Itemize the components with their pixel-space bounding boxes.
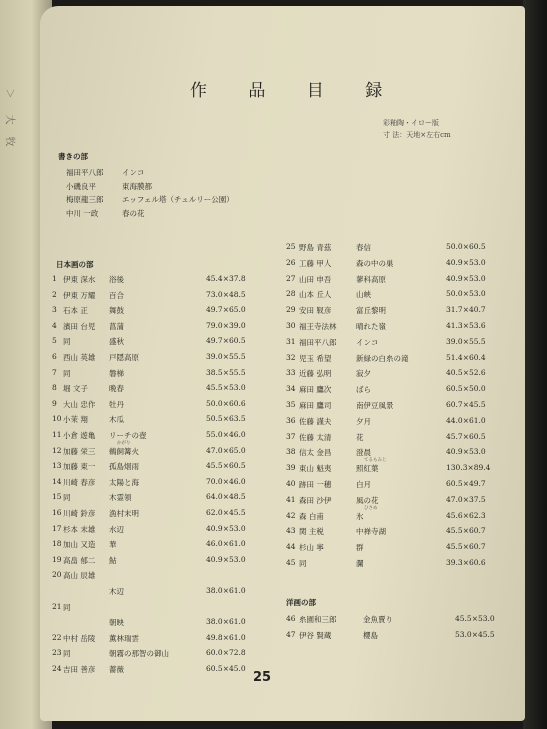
artist-name: 福田平八郎 [299, 337, 337, 347]
entry-number: 28 [286, 289, 296, 299]
artist-name: 杉本 末雄 [63, 524, 96, 534]
artist-name: 跡田 一穂 [299, 480, 332, 489]
work-size: 60.0×72.8 [206, 648, 246, 658]
artist-name: 伊谷 賢蔵 [299, 631, 332, 640]
work-title: 菖蒲 [109, 321, 124, 331]
work-title: 木瓜 [109, 415, 124, 425]
artist-name: 糸園和三郎 [299, 615, 337, 624]
entry-number: 4 [52, 320, 57, 330]
entry-number: 12 [52, 445, 62, 455]
entry-number: 6 [52, 352, 57, 361]
work-title: 薫林瑞雲 [109, 633, 139, 643]
facing-page-mark: 牧 [3, 136, 15, 147]
artist-name: 吉田 善彦 [63, 665, 96, 674]
artist-name: 西山 英雄 [63, 353, 96, 362]
work-size: 40.9×53.0 [206, 554, 246, 564]
ruby-reading: てるもみじ [364, 458, 387, 464]
work-size: 38.0×61.0 [206, 617, 246, 627]
work-size: 47.0×37.5 [446, 494, 486, 504]
work-size: 40.9×53.0 [206, 523, 246, 533]
work-title: 鮎 [109, 555, 117, 565]
entry-number: 14 [52, 476, 62, 486]
artist-name: 山田 申吾 [299, 274, 332, 284]
work-size: 47.0×65.0 [206, 445, 246, 455]
work-title: 白月 [356, 480, 371, 489]
work-title: 戸隠高原 [109, 353, 139, 362]
work-size: 60.5×49.7 [446, 479, 486, 488]
work-title: 舞鼓 [109, 306, 124, 316]
artist-name: 安田 靫彦 [299, 306, 332, 316]
work-title: 漁村末明 [109, 509, 139, 518]
artist-name: 中川 一政 [66, 208, 99, 218]
work-title: 蓼科高原 [356, 274, 386, 284]
artist-name: 石本 正 [63, 306, 88, 316]
work-title: 盛秋 [109, 337, 124, 347]
artist-name: 東山 魁夷 [299, 464, 332, 474]
work-title: 風の花 [356, 495, 379, 505]
catalog-page [40, 6, 525, 721]
entry-number: 3 [52, 305, 57, 315]
section-heading-yoga: 洋画の部 [286, 598, 316, 607]
artist-name: 佐藤 謹夫 [299, 416, 332, 426]
work-size: 60.5×50.0 [446, 384, 486, 394]
entry-number: 9 [52, 398, 57, 408]
entry-number: 22 [52, 632, 62, 642]
work-title: 夕月 [356, 416, 371, 426]
entry-number: 18 [52, 539, 62, 549]
artist-name: 高畠 郁二 [63, 555, 96, 565]
ruby-reading: かがり [117, 440, 131, 446]
work-title: 百合 [109, 290, 124, 300]
work-title: 華 [109, 540, 117, 550]
artist-name: 小倉 遊亀 [63, 431, 96, 440]
work-title: 晩春 [109, 384, 124, 394]
work-title: 瀾 [356, 559, 364, 568]
size-note: 寸 法：天地×左右cm [383, 131, 451, 139]
work-size: 31.7×40.7 [446, 305, 486, 315]
work-title: 太陽と海 [109, 477, 139, 487]
work-size: 49.7×60.5 [206, 336, 246, 346]
work-size: 39.3×60.6 [446, 558, 486, 567]
artist-name: 堀 文子 [63, 384, 88, 394]
entry-number: 46 [286, 614, 296, 623]
entry-number: 1 [52, 274, 57, 283]
work-size: 41.3×53.6 [446, 321, 486, 330]
work-size: 60.7×45.5 [446, 400, 486, 409]
work-title: 春信 [356, 243, 371, 252]
entry-number: 47 [286, 630, 296, 639]
ruby-reading: ひさめ [364, 505, 378, 511]
work-title: リーチの壺 [109, 431, 147, 440]
entry-number: 19 [52, 554, 62, 564]
artist-name: 同 [63, 649, 71, 659]
artist-name: 佐藤 太清 [299, 432, 332, 442]
entry-number: 5 [52, 336, 57, 346]
artist-name: 加山 又造 [63, 540, 96, 550]
artist-name: 麻田 鷹司 [299, 401, 332, 410]
entry-number: 29 [286, 305, 296, 315]
work-title: 櫻島 [363, 631, 378, 640]
artist-name: 大山 忠作 [63, 399, 96, 409]
artist-name: 森 白甫 [299, 511, 324, 521]
entry-number: 36 [286, 415, 296, 425]
artist-name: 伊東 万耀 [63, 290, 96, 300]
work-size: 44.0×61.0 [446, 415, 486, 425]
work-size: 45.4×37.8 [206, 274, 246, 283]
entry-number: 2 [52, 289, 57, 299]
work-size: 46.0×61.0 [206, 539, 246, 549]
work-size: 50.5×63.5 [206, 414, 246, 424]
artist-name: 杉山 寧 [299, 543, 324, 553]
work-size: 38.0×61.0 [206, 586, 246, 595]
artist-name: 野島 青茲 [299, 243, 332, 252]
work-title: 孤島烟雨 [109, 462, 139, 472]
section-heading-gaku: 書きの部 [58, 152, 88, 161]
facing-page-mark: 大 [3, 114, 15, 125]
artist-name: 川崎 鈴彦 [63, 509, 96, 518]
work-title: 中禅寺湖 [356, 527, 386, 537]
entry-number: 10 [52, 414, 62, 424]
work-title: 磐梯 [109, 368, 124, 378]
entry-number: 11 [52, 430, 62, 439]
facing-page-mark: ＞ [3, 88, 15, 99]
work-size: 45.5×60.7 [446, 542, 486, 552]
work-size: 38.5×55.5 [206, 367, 246, 377]
entry-number: 26 [286, 257, 296, 267]
work-title: 水辺 [109, 524, 124, 534]
artist-name: 関 主税 [299, 527, 324, 537]
work-size: 55.0×46.0 [206, 430, 246, 439]
work-title: 朝霧の那智の御山 [109, 649, 169, 659]
work-size: 45.7×60.5 [446, 431, 486, 441]
entry-number: 41 [286, 494, 296, 504]
entry-number: 38 [286, 447, 296, 457]
artist-name: 福田平八郎 [66, 168, 104, 177]
artist-name: 川崎 春彦 [63, 477, 96, 487]
work-size: 50.0×53.0 [446, 289, 486, 299]
work-size: 45.5×60.7 [446, 526, 486, 536]
entry-number: 45 [286, 558, 296, 567]
entry-number: 16 [52, 508, 62, 517]
work-title: ばら [356, 385, 371, 395]
work-title: 澄晨 [356, 448, 371, 458]
work-size: 53.0×45.5 [455, 630, 495, 639]
work-size: 70.0×46.0 [206, 476, 246, 486]
artist-name: 児玉 希望 [299, 353, 332, 363]
work-size: 49.7×65.0 [206, 305, 246, 315]
work-title: 牡丹 [109, 399, 124, 409]
entry-number: 33 [286, 368, 296, 378]
work-title: 春の花 [122, 208, 145, 218]
work-title: エッフェル塔（チュルリー公園） [122, 195, 234, 204]
technique-note: 彩釉陶・イロー版 [383, 119, 439, 127]
entry-number: 15 [52, 492, 62, 502]
work-size: 40.5×52.6 [446, 368, 486, 378]
work-title: 晴れた嶺 [356, 322, 386, 331]
work-size: 51.4×60.4 [446, 352, 486, 362]
artist-name: 同 [63, 368, 71, 378]
work-title: 薔薇 [109, 665, 124, 674]
work-size: 60.5×45.0 [206, 664, 246, 673]
work-size: 45.5×53.0 [455, 614, 495, 623]
work-title: 氷 [356, 511, 364, 521]
artist-name: 麻田 鷹次 [299, 385, 332, 395]
entry-number: 44 [286, 542, 296, 552]
work-size: 49.8×61.0 [206, 632, 246, 642]
entry-number: 25 [286, 242, 296, 251]
artist-name: 高山 辰雄 [63, 571, 96, 581]
work-size: 50.0×60.6 [206, 398, 246, 408]
work-title: インコ [356, 337, 379, 347]
artist-name: 同 [63, 337, 71, 347]
work-title: 群 [356, 543, 364, 553]
entry-number: 8 [52, 383, 57, 393]
entry-number: 35 [286, 400, 296, 409]
work-title: 森の中の巣 [356, 258, 394, 268]
work-size: 40.9×53.0 [446, 273, 486, 283]
entry-number: 31 [286, 336, 296, 346]
artist-name: 加藤 東一 [63, 462, 96, 472]
section-heading-nihonga: 日本画の部 [56, 260, 94, 269]
work-title: 木霊領 [109, 493, 132, 503]
work-size: 79.0×39.0 [206, 320, 246, 330]
work-size: 50.0×60.5 [446, 242, 486, 251]
artist-name: 同 [63, 493, 71, 503]
entry-number: 13 [52, 461, 62, 471]
artist-name: 信太 金昌 [299, 448, 332, 458]
work-title: 山峡 [356, 290, 371, 300]
entry-number: 32 [286, 352, 296, 362]
artist-name: 小茉 翔 [63, 415, 88, 425]
work-size: 73.0×48.5 [206, 289, 246, 299]
artist-name: 近藤 弘明 [299, 369, 332, 379]
work-size: 40.9×53.0 [446, 257, 486, 267]
work-size: 62.0×45.5 [206, 508, 246, 517]
artist-name: 伊東 深水 [63, 275, 96, 284]
entry-number: 30 [286, 321, 296, 330]
artist-name: 同 [299, 559, 307, 568]
entry-number: 37 [286, 431, 296, 441]
work-title: 東海膜都 [122, 181, 152, 191]
book-cover-edge [523, 0, 547, 729]
entry-number: 39 [286, 463, 296, 473]
work-size: 45.6×62.3 [446, 510, 486, 520]
work-size: 45.5×60.5 [206, 461, 246, 471]
artist-name: 濱田 台児 [63, 321, 96, 331]
work-size: 130.3×89.4 [446, 463, 491, 473]
entry-number: 23 [52, 648, 62, 658]
work-title: インコ [122, 168, 145, 177]
work-title: 鵜飼篝火 [109, 446, 139, 456]
page-number: 25 [253, 670, 272, 685]
artist-name: 森田 沙伊 [299, 495, 332, 505]
work-title: 浴後 [109, 275, 124, 284]
work-size: 40.9×53.0 [446, 447, 486, 457]
artist-name: 加藤 栄三 [63, 446, 96, 456]
artist-name: 工藤 甲人 [299, 258, 332, 268]
artist-name: 山本 丘人 [299, 290, 332, 300]
work-title: 木辺 [109, 587, 124, 596]
work-size: 39.0×55.5 [206, 352, 246, 361]
work-title: 南伊豆風景 [356, 401, 394, 410]
entry-number: 40 [286, 479, 296, 488]
work-size: 39.0×55.5 [446, 336, 486, 346]
entry-number: 17 [52, 523, 62, 533]
work-title: 照紅葉 [356, 464, 379, 474]
artist-name: 中村 岳陵 [63, 633, 96, 643]
entry-number: 27 [286, 273, 296, 283]
artist-name: 梅原龍三郎 [66, 195, 104, 204]
work-title: 寂夕 [356, 369, 371, 379]
page-title: 作 品 目 録 [190, 81, 401, 101]
work-title: 朝映 [109, 618, 124, 628]
entry-number: 34 [286, 384, 296, 394]
work-title: 新緑の白糸の滝 [356, 353, 409, 363]
entry-number: 42 [286, 510, 296, 520]
entry-number: 20 [52, 570, 62, 580]
entry-number: 7 [52, 367, 57, 377]
entry-number: 21 [52, 601, 62, 611]
artist-name: 小磯良平 [66, 181, 96, 191]
artist-name: 同 [63, 602, 71, 612]
artist-name: 福王寺法林 [299, 322, 337, 331]
work-size: 64.0×48.5 [206, 492, 246, 502]
work-size: 45.5×53.0 [206, 383, 246, 393]
work-title: 金魚賣り [363, 615, 393, 624]
entry-number: 24 [52, 664, 62, 673]
work-title: 富丘黎明 [356, 306, 386, 316]
work-title: 花 [356, 432, 364, 442]
entry-number: 43 [286, 526, 296, 536]
